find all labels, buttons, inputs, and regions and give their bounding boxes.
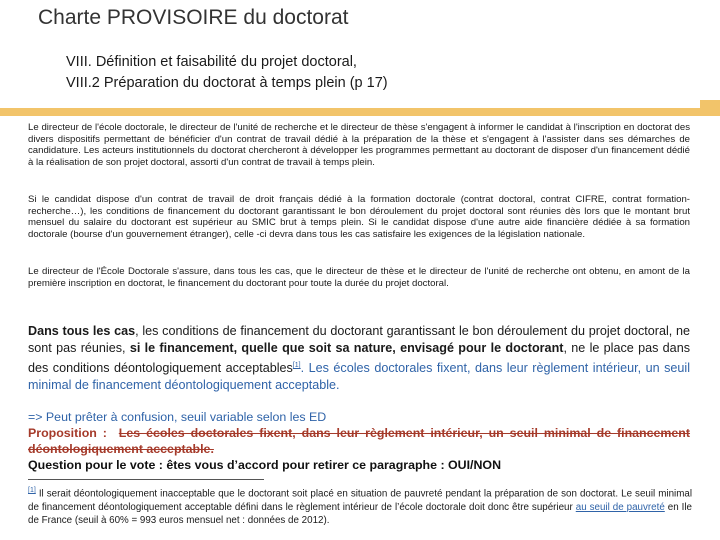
subtitle-line-2: VIII.2 Préparation du doctorat à temps plein (p 17) bbox=[66, 75, 388, 91]
confusion-note: => Peut prêter à confusion, seuil variable selon les ED bbox=[28, 410, 327, 424]
vote-question: Question pour le vote : êtes vous d’accord pour retirer ce paragraphe : OUI/NON bbox=[28, 458, 502, 472]
main-part-1: , les conditions de financement du doctorant garantissant le bon déroulement du projet doctoral, ne sont pas réunies, bbox=[28, 324, 690, 355]
proposal-line bbox=[28, 425, 690, 457]
footnote-reference-link[interactable]: [1] bbox=[292, 362, 301, 369]
proposal-block bbox=[28, 409, 690, 473]
footnote-text-1: Il serait déontologiquement inacceptable que le doctorant soit placé en situation de pauvreté pendant la préparation de son doctorat. Le seuil minimal de financement déontologiquement acceptable défini dans le règlement intérieur de l’école doctorale doit donc être supérieur bbox=[28, 488, 692, 513]
paragraph-director: Le directeur de l'École Doctorale s'assure, dans tous les cas, que le directeur de thèse et le directeur de l'unité de recherche ont obtenu, en amont de la première inscription en doctorat, le financement du doctorant pour toute la durée du projet doctoral. bbox=[28, 266, 690, 289]
paragraph-information: Le directeur de l'école doctorale, le directeur de l'unité de recherche et le directeur de thèse s'engagent à informer le candidat à l'inscription en doctorat des divers dispositifs permettant de bénéficier d'un contrat de travail dédié à la préparation de la thèse et s'engagent à l'assister dans ses démarches de candidature. Les acteurs institutionnels du doctorat chercheront à développer les programmes permettant au doctorant de disposer d'un financement dédié à la réalisation de son projet doctoral, assorti d'un contrat de travail à temps plein. bbox=[28, 122, 690, 168]
footnote-text-2: en Ile de France (seuil à 60% = 993 euros mensuel net : données de 2012). bbox=[28, 501, 692, 527]
accent-divider bbox=[0, 108, 700, 116]
section-subtitle bbox=[66, 52, 388, 94]
main-bold-start: Dans tous les cas bbox=[28, 324, 136, 338]
proposal-label: Proposition : bbox=[28, 426, 107, 440]
main-paragraph bbox=[28, 323, 690, 394]
footnote-separator bbox=[28, 479, 264, 480]
main-bold-mid: si le financement, quelle que soit sa nature, envisagé pour le doctorant bbox=[129, 341, 564, 355]
main-blue-part: . Les écoles doctorales fixent, dans leur règlement intérieur, un seuil minimal de financement déontologiquement acceptable. bbox=[28, 361, 690, 393]
paragraph-contract: Si le candidat dispose d'un contrat de travail de droit français dédié à la formation doctorale (contrat doctoral, contrat CIFRE, contrat formation-recherche…), les conditions de financement du doctorant garantissant le bon déroulement du projet doctoral sont réunies dès lors que le montant brut mensuel du salaire du doctorant est supérieur au SMIC brut à temps plein. Si le candidat dispose d'une autre aide financière dédiée à sa formation doctorale (bourse d'un gouvernement étranger), celle -ci devra dans tous les cas satisfaire les exigences de la législation nationale. bbox=[28, 194, 690, 240]
footnote bbox=[28, 484, 692, 528]
proposal-struck-text: Les écoles doctorales fixent, dans leur règlement intérieur, un seuil minimal de financement déontologiquement acceptable. bbox=[28, 426, 691, 456]
main-part-2: , ne le place pas dans des conditions déontologiquement acceptables bbox=[28, 341, 690, 376]
subtitle-line-1: VIII. Définition et faisabilité du projet doctoral, bbox=[66, 54, 357, 70]
page-title: Charte PROVISOIRE du doctorat bbox=[38, 6, 349, 29]
footnote-mark: [1] bbox=[28, 487, 36, 494]
accent-tab bbox=[700, 100, 720, 116]
poverty-threshold-link[interactable]: au seuil de pauvreté bbox=[575, 501, 665, 513]
